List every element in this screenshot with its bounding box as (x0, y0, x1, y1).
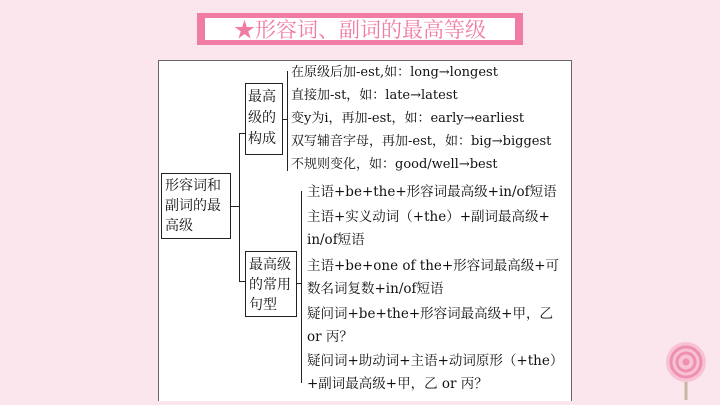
branch2-label: 最高级的常用句型 (249, 257, 291, 313)
branch2-line: 主语+be+the+形容词最高级+in/of短语 (307, 184, 557, 200)
root-connector (231, 206, 239, 207)
page-title: ★形容词、副词的最高等级 (205, 18, 515, 40)
branch1-label: 最高级的构成 (248, 89, 276, 147)
diagram-card (158, 60, 572, 401)
branch2-line: 数名词复数+in/of短语 (307, 281, 444, 297)
branch2-line: 主语+实义动词（+the）+副词最高级+ (307, 209, 550, 225)
branch2-line: or 丙？ (307, 329, 353, 345)
branch2-box (245, 251, 297, 317)
branch2-line: 疑问词+be+the+形容词最高级+甲，乙 (307, 306, 553, 322)
root-vertical (239, 133, 240, 281)
branch1-bracket (287, 71, 288, 171)
title-banner (197, 13, 523, 45)
branch1-item: 变y为i，再加-est，如：early→earliest (291, 111, 525, 126)
branch2-bracket (301, 191, 302, 383)
lollipop-icon (662, 340, 708, 402)
branch2-line: +副词最高级+甲，乙 or 丙？ (307, 376, 488, 392)
branch1-item: 不规则变化，如：good/well→best (291, 157, 498, 172)
branch1-item: 双写辅音字母，再加-est，如：big→biggest (291, 134, 552, 149)
branch1-box (245, 83, 283, 155)
branch1-item: 在原级后加-est,如：long→longest (291, 65, 498, 80)
branch2-line: 主语+be+one of the+形容词最高级+可 (307, 258, 560, 274)
root-box (161, 173, 231, 239)
branch2-line: in/of短语 (307, 232, 365, 248)
branch1-item: 直接加-st，如：late→latest (291, 88, 458, 103)
branch2-line: 疑问词+助动词+主语+动词原形（+the） (307, 353, 564, 369)
root-label: 形容词和副词的最高级 (165, 178, 221, 234)
